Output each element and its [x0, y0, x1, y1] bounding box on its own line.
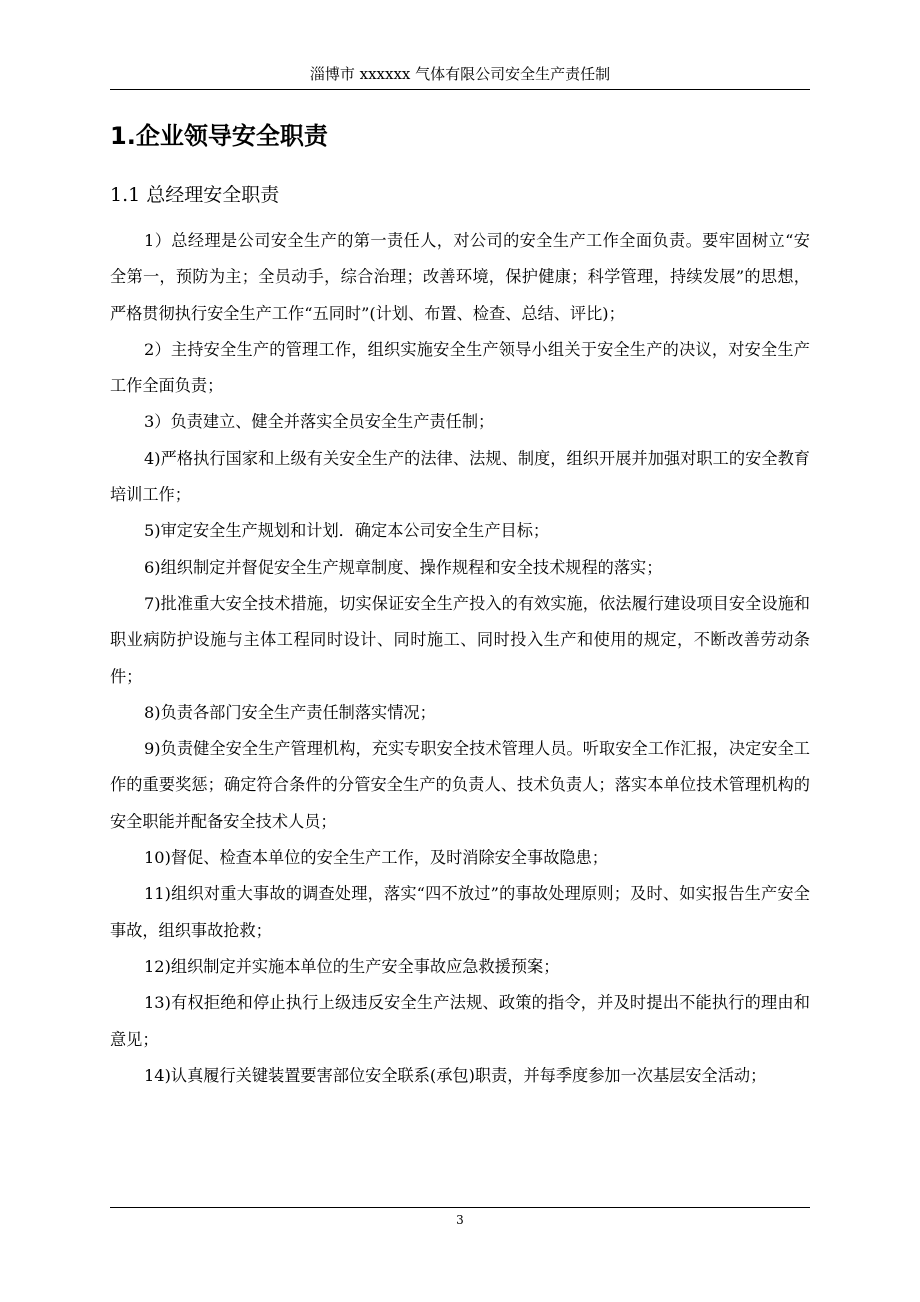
section-heading: 1.企业领导安全职责	[110, 122, 328, 150]
paragraph-1: 1）总经理是公司安全生产的第一责任人，对公司的安全生产工作全面负责。要牢固树立“安全第一，预防为主；全员动手，综合治理；改善环境，保护健康；科学管理，持续发展”的思想，严格贯彻执行安全生产工作“五同时”(计划、布置、检查、总结、评比)；	[110, 231, 810, 323]
running-header: 淄博市 xxxxxx 气体有限公司安全生产责任制	[309, 65, 611, 83]
paragraph-8: 8)负责各部门安全生产责任制落实情况；	[144, 702, 436, 722]
paragraph-5: 5)审定安全生产规划和计划．确定本公司安全生产目标；	[144, 521, 550, 541]
paragraph-4: 4)严格执行国家和上级有关安全生产的法律、法规、制度，组织开展并加强对职工的安全教育培训工作；	[110, 448, 810, 505]
paragraph-14: 14)认真履行关键装置要害部位安全联系(承包)职责，并每季度参加一次基层安全活动；	[144, 1065, 767, 1085]
paragraph-6: 6)组织制定并督促安全生产规章制度、操作规程和安全技术规程的落实；	[144, 557, 663, 577]
subsection-heading: 1.1 总经理安全职责	[110, 184, 280, 206]
paragraph-12: 12)组织制定并实施本单位的生产安全事故应急救援预案；	[144, 956, 560, 976]
paragraph-7: 7)批准重大安全技术措施，切实保证安全生产投入的有效实施，依法履行建设项目安全设施和职业病防护设施与主体工程同时设计、同时施工、同时投入生产和使用的规定，不断改善劳动条件；	[110, 593, 810, 686]
paragraph-13: 13)有权拒绝和停止执行上级违反安全生产法规、政策的指令，并及时提出不能执行的理由和意见；	[110, 993, 810, 1049]
paragraph-2: 2）主持安全生产的管理工作，组织实施安全生产领导小组关于安全生产的决议，对安全生产工作全面负责；	[110, 339, 810, 396]
paragraph-9: 9)负责健全安全生产管理机构，充实专职安全技术管理人员。听取安全工作汇报，决定安全工作的重要奖惩；确定符合条件的分管安全生产的负责人、技术负责人；落实本单位技术管理机构的安全职能并配备安全技术人员；	[110, 739, 810, 831]
document-body	[110, 223, 810, 1094]
header-divider	[110, 89, 810, 90]
footer-divider	[110, 1207, 810, 1208]
paragraph-3: 3）负责建立、健全并落实全员安全生产责任制；	[144, 412, 495, 432]
paragraph-11: 11)组织对重大事故的调查处理，落实“四不放过”的事故处理原则；及时、如实报告生产安全事故，组织事故抢救；	[110, 884, 810, 940]
page-number: 3	[456, 1213, 464, 1227]
paragraph-10: 10)督促、检查本单位的安全生产工作，及时消除安全事故隐患；	[144, 848, 608, 868]
